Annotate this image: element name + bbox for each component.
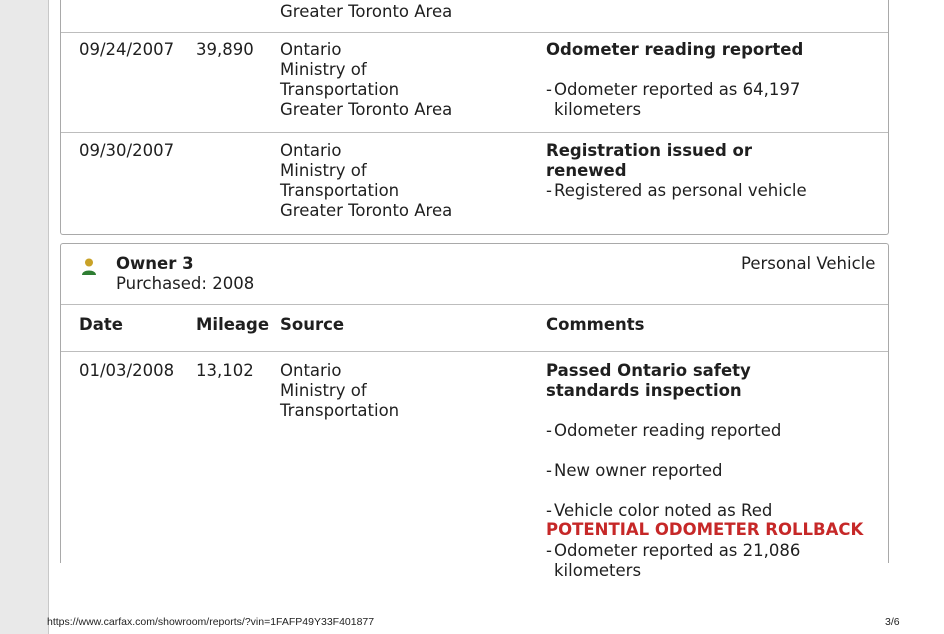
comment-title: Passed Ontario safety standards inspection: [546, 361, 751, 400]
date-cell: 09/24/2007: [79, 40, 175, 59]
source-cell-continued: Greater Toronto Area: [280, 2, 453, 21]
mileage-cell: 13,102: [196, 361, 254, 380]
date-cell: 01/03/2008: [79, 361, 175, 380]
source-cell: Ontario Ministry of Transportation: [280, 361, 400, 420]
row-divider: [61, 351, 888, 352]
column-header-date: Date: [79, 315, 123, 334]
purchased-date: Purchased: 2008: [116, 274, 255, 293]
page-number: 3/6: [885, 616, 900, 628]
comment-title: Odometer reading reported: [546, 40, 804, 59]
owner-2-history-table: [60, 0, 889, 235]
owner-title: Owner 3: [116, 254, 194, 273]
source-cell: Ontario Ministry of Transportation Greater Toronto Area: [280, 141, 453, 220]
comment-item: - New owner reported: [546, 461, 723, 480]
date-cell: 09/30/2007: [79, 141, 175, 160]
column-header-source: Source: [280, 315, 345, 334]
header-divider: [61, 304, 888, 305]
column-header-comments: Comments: [546, 315, 645, 334]
footer-url: https://www.carfax.com/showroom/reports/?vin=1FAFP49Y33F401877: [47, 616, 375, 628]
comment-list: [546, 401, 800, 601]
comment-item: - Odometer reported as 64,197 kilometers: [546, 80, 801, 119]
row-divider: [61, 32, 888, 33]
comment-title: Registration issued or renewed: [546, 141, 752, 180]
owner-3-section: [60, 243, 889, 580]
mileage-cell: 39,890: [196, 40, 254, 59]
column-header-mileage: Mileage: [196, 315, 270, 334]
person-icon: [81, 258, 97, 276]
comment-list: [546, 161, 807, 221]
report-page: [48, 0, 944, 634]
comment-list: [546, 60, 800, 140]
comment-item: - Registered as personal vehicle: [546, 181, 807, 200]
comment-item: - Odometer reported as 21,086 kilometers: [546, 541, 801, 580]
row-divider: [61, 132, 888, 133]
source-cell: Ontario Ministry of Transportation Greater Toronto Area: [280, 40, 453, 119]
odometer-rollback-alert: POTENTIAL ODOMETER ROLLBACK: [546, 520, 864, 539]
vehicle-type: Personal Vehicle: [741, 254, 876, 273]
comment-item: - Odometer reading reported: [546, 421, 782, 440]
comment-item: - Vehicle color noted as Red: [546, 501, 773, 520]
